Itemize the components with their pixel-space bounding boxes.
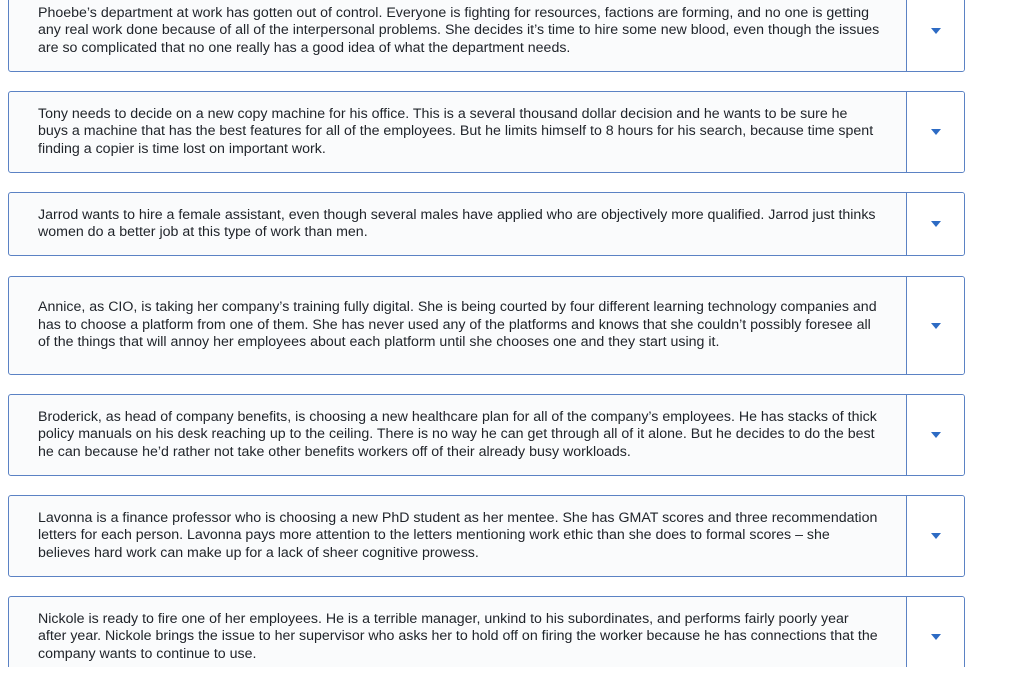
scenario-text: Jarrod wants to hire a female assistant, even though several males have applied who are objectively more qualified. Jarrod just thinks women do a better job at this type of work than men. (38, 206, 876, 240)
scenario-text: Phoebe’s department at work has gotten out of control. Everyone is fighting for resources, factions are forming, and no one is getting any real work done because of all of the interpersonal problems. She decides it’s time to hire some new blood, even though the issues are so complicated that no one really has a good idea of what the department needs. (38, 4, 880, 56)
answer-dropdown[interactable] (907, 277, 964, 374)
scenario-text-box (9, 0, 907, 71)
scenario-row (8, 91, 965, 173)
scenario-text-box (9, 395, 907, 475)
scenario-row (8, 276, 965, 375)
answer-dropdown[interactable] (907, 395, 964, 475)
scenario-text-box (9, 193, 907, 255)
caret-down-icon (931, 432, 941, 438)
scenario-text: Broderick, as head of company benefits, is choosing a new healthcare plan for all of the company’s employees. He has stacks of thick policy manuals on his desk reaching up to the ceiling. There is no way he can get through all of it alone. But he decides to do the best he can because he’d rather not take other benefits workers off of their already busy workloads. (38, 408, 877, 460)
scenario-row (8, 0, 965, 72)
caret-down-icon (931, 221, 941, 227)
caret-down-icon (931, 533, 941, 539)
caret-down-icon (931, 129, 941, 135)
scenario-row (8, 495, 965, 577)
scenario-row (8, 192, 965, 256)
scenario-text-box (9, 597, 907, 677)
caret-down-icon (931, 323, 941, 329)
answer-dropdown[interactable] (907, 597, 964, 677)
scenario-text-box (9, 496, 907, 576)
answer-dropdown[interactable] (907, 496, 964, 576)
page-bottom-edge (0, 667, 1024, 679)
scenario-text-box (9, 277, 907, 374)
answer-dropdown[interactable] (907, 0, 964, 71)
scenario-row (8, 596, 965, 678)
scenario-text: Nickole is ready to fire one of her employees. He is a terrible manager, unkind to his subordinates, and performs fairly poorly year after year. Nickole brings the issue to her supervisor who asks her to hold off on firing the worker because he has connections that the company wants to continue to use. (38, 610, 878, 662)
answer-dropdown[interactable] (907, 193, 964, 255)
scenario-text: Tony needs to decide on a new copy machine for his office. This is a several thousand dollar decision and he wants to be sure he buys a machine that has the best features for all of the employees. But he limits himself to 8 hours for his search, because time spent finding a copier is time lost on important work. (38, 105, 874, 157)
scenario-text: Annice, as CIO, is taking her company’s training fully digital. She is being courted by four different learning technology companies and has to choose a platform from one of them. She has never used any of the platforms and knows that she couldn’t possibly foresee all of the things that will annoy her employees about each platform until she chooses one and they start using it. (38, 299, 877, 351)
caret-down-icon (931, 28, 941, 34)
scenario-text-box (9, 92, 907, 172)
scenario-text: Lavonna is a finance professor who is choosing a new PhD student as her mentee. She has GMAT scores and three recommendation letters for each person. Lavonna pays more attention to the letters mentioning work ethic than she does to formal scores – she believes hard work can make up for a lack of sheer cognitive prowess. (38, 509, 878, 561)
scenario-row (8, 394, 965, 476)
caret-down-icon (931, 634, 941, 640)
answer-dropdown[interactable] (907, 92, 964, 172)
